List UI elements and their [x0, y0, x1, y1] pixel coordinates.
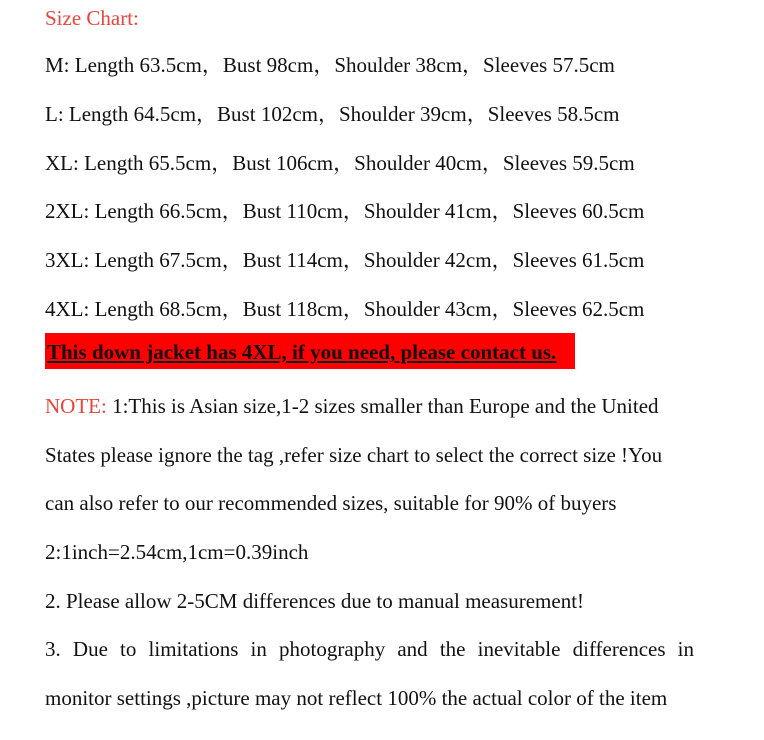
note-item-3-line-1: 3. Due to limitations in photography and the inevitable differences in: [45, 637, 694, 661]
note-item-3-line-2: monitor settings ,picture may not reflect 100% the actual color of the item: [45, 686, 668, 710]
size-row-l: L: Length 64.5cm，Bust 102cm，Shoulder 39cm，Sleeves 58.5cm: [45, 102, 620, 126]
contact-banner-text: This down jacket has 4XL, if you need, please contact us.: [47, 340, 557, 364]
note-line-1: [45, 393, 659, 419]
contact-banner: [45, 333, 575, 369]
note-line-3: can also refer to our recommended sizes, suitable for 90% of buyers: [45, 491, 617, 515]
size-chart-heading: Size Chart:: [45, 6, 139, 30]
note-line-2: States please ignore the tag ,refer size chart to select the correct size !You: [45, 443, 663, 467]
size-row-3xl: 3XL: Length 67.5cm，Bust 114cm，Shoulder 42cm，Sleeves 61.5cm: [45, 248, 645, 272]
note-item-2: 2. Please allow 2-5CM differences due to manual measurement!: [45, 589, 585, 613]
note-line-1-text: 1:This is Asian size,1-2 sizes smaller than Europe and the United: [106, 394, 659, 418]
note-label: NOTE:: [45, 394, 107, 418]
size-row-2xl: 2XL: Length 66.5cm，Bust 110cm，Shoulder 41cm，Sleeves 60.5cm: [45, 199, 645, 223]
note-line-4: 2:1inch=2.54cm,1cm=0.39inch: [45, 540, 309, 564]
size-row-4xl: 4XL: Length 68.5cm，Bust 118cm，Shoulder 43cm，Sleeves 62.5cm: [45, 297, 645, 321]
size-row-m: M: Length 63.5cm，Bust 98cm，Shoulder 38cm，Sleeves 57.5cm: [45, 53, 615, 77]
size-row-xl: XL: Length 65.5cm，Bust 106cm，Shoulder 40cm，Sleeves 59.5cm: [45, 151, 635, 175]
